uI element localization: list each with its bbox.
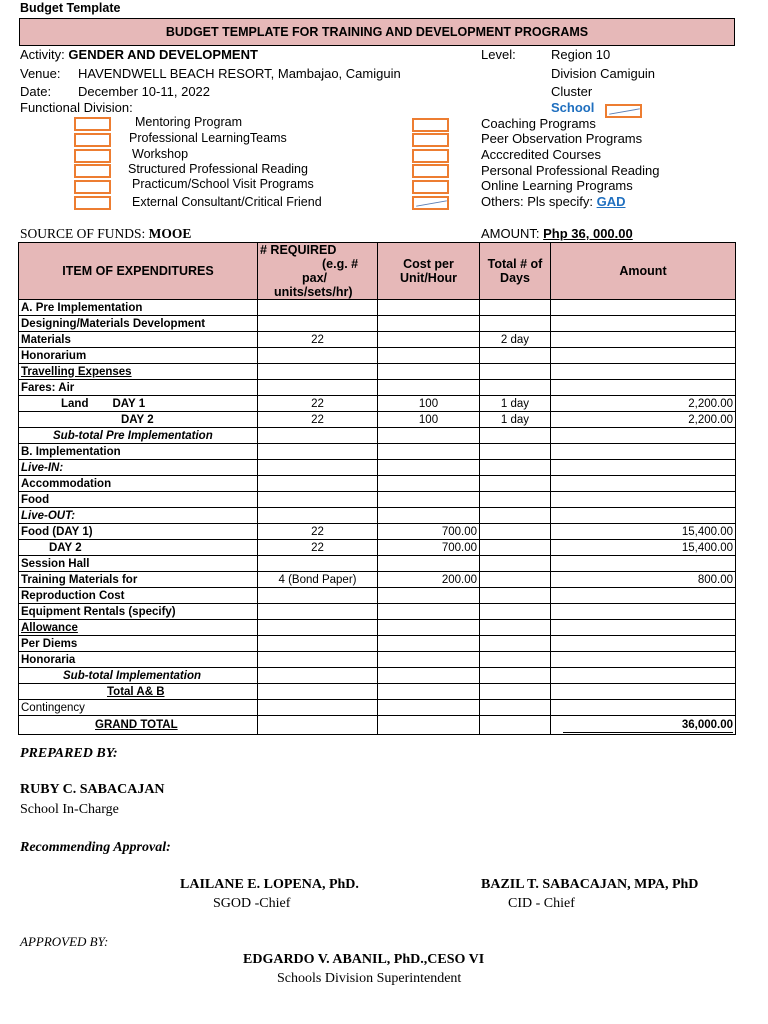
row-item: Food (19, 492, 258, 508)
row-req (258, 620, 378, 636)
table-row (19, 428, 736, 444)
checkbox-personal-reading[interactable] (412, 164, 449, 178)
row-days (480, 316, 551, 332)
row-days (480, 364, 551, 380)
header-required-line1: # REQUIRED (260, 243, 337, 257)
row-amount (551, 428, 736, 444)
checkbox-peer-observation[interactable] (412, 133, 449, 147)
row-amount (551, 556, 736, 572)
row-cost: 200.00 (378, 572, 480, 588)
row-item: Food (DAY 1) (19, 524, 258, 540)
header-required-line4: units/sets/hr) (274, 285, 353, 299)
source-value: MOOE (148, 226, 192, 241)
row-amount (551, 348, 736, 364)
checkbox-accredited[interactable] (412, 149, 449, 163)
row-item (19, 412, 258, 428)
row-amount (551, 588, 736, 604)
program-accredited: Acccredited Courses (481, 147, 601, 162)
row-req (258, 428, 378, 444)
table-row (19, 636, 736, 652)
row-days (480, 508, 551, 524)
row-amount (551, 444, 736, 460)
header-item: ITEM OF EXPENDITURES (19, 243, 258, 300)
row-days (480, 380, 551, 396)
amount-row (481, 226, 633, 241)
row-req (258, 380, 378, 396)
row-req (258, 556, 378, 572)
table-row (19, 620, 736, 636)
row-cost (378, 588, 480, 604)
table-row (19, 332, 736, 348)
school-checkbox[interactable] (605, 104, 642, 118)
row-req (258, 492, 378, 508)
row-amount (551, 460, 736, 476)
header-amount: Amount (551, 243, 736, 300)
header-cost-line1: Cost per (403, 257, 454, 271)
row-item: Designing/Materials Development (19, 316, 258, 332)
activity-label: Activity: (20, 47, 65, 62)
table-row (19, 300, 736, 316)
row-req (258, 364, 378, 380)
recommending-label: Recommending Approval: (20, 840, 171, 855)
row-cost (378, 716, 480, 735)
row-cost (378, 700, 480, 716)
row-amount (551, 300, 736, 316)
row-cost (378, 620, 480, 636)
row-cost: 100 (378, 396, 480, 412)
level-school: School (551, 100, 595, 115)
table-row (19, 588, 736, 604)
row-item: Accommodation (19, 476, 258, 492)
checkbox-practicum[interactable] (74, 180, 111, 194)
row-req (258, 716, 378, 735)
row-req: 4 (Bond Paper) (258, 572, 378, 588)
doc-label: Budget Template (20, 1, 121, 15)
activity-row (20, 47, 258, 62)
row-req: 22 (258, 396, 378, 412)
preparer-name: RUBY C. SABACAJAN (20, 782, 165, 797)
program-practicum: Practicum/School Visit Programs (132, 177, 314, 191)
rec2-name: BAZIL T. SABACAJAN, MPA, PhD (481, 877, 699, 892)
row-cost (378, 300, 480, 316)
row-req: 22 (258, 540, 378, 556)
row-item: A. Pre Implementation (19, 300, 258, 316)
program-coaching: Coaching Programs (481, 116, 596, 131)
row-cost (378, 316, 480, 332)
date-value: December 10-11, 2022 (78, 84, 211, 99)
subtotal-impl-label: Sub-total Implementation (63, 669, 201, 682)
row-item (19, 396, 258, 412)
row-item-day: DAY 2 (49, 541, 82, 554)
rec1-name: LAILANE E. LOPENA, PhD. (180, 877, 359, 892)
row-amount (551, 636, 736, 652)
row-req (258, 588, 378, 604)
row-days (480, 460, 551, 476)
header-days-line1: Total # of (487, 257, 543, 271)
table-row (19, 572, 736, 588)
preparer-title: School In-Charge (20, 802, 119, 817)
table-row (19, 668, 736, 684)
table-row (19, 316, 736, 332)
table-row (19, 492, 736, 508)
table-row (19, 604, 736, 620)
program-peer-observation: Peer Observation Programs (481, 131, 643, 146)
row-days (480, 556, 551, 572)
row-req: 22 (258, 332, 378, 348)
checkbox-mentoring[interactable] (74, 117, 111, 131)
table-row (19, 476, 736, 492)
row-item: Live-OUT: (19, 508, 258, 524)
row-item: Fares: Air (19, 380, 258, 396)
program-plt: Professional LearningTeams (129, 131, 287, 145)
row-amount (551, 316, 736, 332)
table-row (19, 380, 736, 396)
checkbox-workshop[interactable] (74, 149, 111, 163)
row-days: 2 day (480, 332, 551, 348)
row-amount: 2,200.00 (551, 412, 736, 428)
document-title: BUDGET TEMPLATE FOR TRAINING AND DEVELOPMENT PROGRAMS (19, 18, 735, 46)
row-days: 1 day (480, 412, 551, 428)
venue-value: HAVENDWELL BEACH RESORT, Mambajao, Camiguin (78, 66, 401, 81)
total-ab-label: Total A& B (107, 685, 165, 698)
level-label: Level: (481, 47, 516, 62)
row-amount (551, 700, 736, 716)
table-row (19, 700, 736, 716)
row-item: Contingency (19, 700, 258, 716)
checkbox-plt[interactable] (74, 133, 111, 147)
approver-name: EDGARDO V. ABANIL, PhD.,CESO VI (243, 952, 485, 967)
activity-value: GENDER AND DEVELOPMENT (68, 47, 258, 62)
row-item: Reproduction Cost (19, 588, 258, 604)
budget-table (18, 242, 736, 735)
row-req: 22 (258, 524, 378, 540)
row-item: Materials (19, 332, 258, 348)
row-item: Equipment Rentals (specify) (19, 604, 258, 620)
row-cost (378, 348, 480, 364)
grand-total-label: GRAND TOTAL (95, 719, 178, 731)
row-item (19, 684, 258, 700)
table-row (19, 652, 736, 668)
row-item: Allowance (19, 620, 258, 636)
table-row (19, 524, 736, 540)
row-days (480, 668, 551, 684)
row-req (258, 652, 378, 668)
row-req (258, 636, 378, 652)
row-cost (378, 444, 480, 460)
program-online-learning: Online Learning Programs (481, 178, 633, 193)
row-item: B. Implementation (19, 444, 258, 460)
row-days: 1 day (480, 396, 551, 412)
row-item (19, 668, 258, 684)
row-cost (378, 636, 480, 652)
venue-label: Venue: (20, 66, 61, 81)
rec1-title: SGOD -Chief (213, 896, 291, 911)
row-item (19, 716, 258, 735)
table-row (19, 684, 736, 700)
row-days (480, 524, 551, 540)
row-days (480, 620, 551, 636)
header-days (480, 243, 551, 300)
table-row (19, 348, 736, 364)
row-req (258, 668, 378, 684)
row-cost (378, 668, 480, 684)
row-item-day: DAY 1 (112, 397, 146, 410)
checkbox-coaching[interactable] (412, 118, 449, 132)
amount-label: AMOUNT: (481, 226, 540, 241)
row-cost (378, 364, 480, 380)
row-item-day: DAY 2 (121, 413, 154, 426)
row-cost (378, 684, 480, 700)
checkbox-consultant[interactable] (74, 196, 111, 210)
row-item: Travelling Expenses (19, 364, 258, 380)
row-days (480, 300, 551, 316)
row-cost (378, 476, 480, 492)
row-amount (551, 476, 736, 492)
funds-row (20, 226, 191, 242)
row-req: 22 (258, 412, 378, 428)
row-req (258, 348, 378, 364)
others-value-link[interactable]: GAD (596, 194, 626, 209)
rec2-title: CID - Chief (508, 896, 575, 911)
row-cost (378, 508, 480, 524)
row-amount (551, 620, 736, 636)
row-cost (378, 556, 480, 572)
table-row (19, 444, 736, 460)
table-row (19, 556, 736, 572)
row-req (258, 444, 378, 460)
row-cost (378, 332, 480, 348)
grand-total-value: 36,000.00 (563, 718, 733, 733)
program-consultant: External Consultant/Critical Friend (132, 195, 322, 209)
row-cost (378, 460, 480, 476)
functional-division-label: Functional Division: (20, 100, 133, 115)
approved-by-label: APPROVED BY: (20, 934, 109, 949)
row-days (480, 652, 551, 668)
table-header-row (19, 243, 736, 300)
table-row (19, 364, 736, 380)
row-cost: 700.00 (378, 524, 480, 540)
row-req (258, 700, 378, 716)
row-req (258, 604, 378, 620)
row-item: Session Hall (19, 556, 258, 572)
row-amount: 2,200.00 (551, 396, 736, 412)
header-cost-line2: Unit/Hour (400, 271, 457, 285)
table-row (19, 508, 736, 524)
level-division: Division Camiguin (551, 66, 656, 81)
row-amount (551, 332, 736, 348)
table-row (19, 460, 736, 476)
amount-value: Php 36, 000.00 (543, 226, 633, 241)
row-amount (551, 508, 736, 524)
row-days (480, 588, 551, 604)
checkbox-structured-reading[interactable] (74, 164, 111, 178)
row-req (258, 508, 378, 524)
row-amount (551, 604, 736, 620)
row-days (480, 684, 551, 700)
row-cost (378, 652, 480, 668)
header-cost (378, 243, 480, 300)
row-item: Live-IN: (19, 460, 258, 476)
date-label: Date: (20, 84, 52, 99)
program-personal-reading: Personal Professional Reading (481, 163, 660, 178)
row-amount (551, 668, 736, 684)
table-row (19, 396, 736, 412)
row-item: Per Diems (19, 636, 258, 652)
row-req (258, 476, 378, 492)
row-cost (378, 380, 480, 396)
row-cost: 100 (378, 412, 480, 428)
row-amount: 15,400.00 (551, 524, 736, 540)
row-amount (551, 716, 736, 735)
row-amount (551, 364, 736, 380)
table-row (19, 540, 736, 556)
row-days (480, 636, 551, 652)
header-required (258, 243, 378, 300)
row-days (480, 348, 551, 364)
row-req (258, 300, 378, 316)
program-structured-reading: Structured Professional Reading (128, 162, 308, 176)
row-days (480, 700, 551, 716)
header-required-line3: pax/ (302, 271, 328, 285)
header-required-line2: (e.g. # (322, 257, 359, 271)
row-cost (378, 604, 480, 620)
table-row (19, 412, 736, 428)
subtotal-pre-label: Sub-total Pre Implementation (53, 429, 213, 442)
program-workshop: Workshop (132, 147, 189, 161)
row-req (258, 316, 378, 332)
row-days (480, 540, 551, 556)
source-label: SOURCE OF FUNDS: (20, 226, 146, 241)
row-days (480, 492, 551, 508)
row-item: Honorarium (19, 348, 258, 364)
program-others (481, 194, 626, 209)
row-item-land: Land (61, 397, 89, 410)
row-days (480, 444, 551, 460)
row-cost (378, 492, 480, 508)
checkbox-online-learning[interactable] (412, 180, 449, 194)
row-amount: 800.00 (551, 572, 736, 588)
row-item (19, 540, 258, 556)
program-mentoring: Mentoring Program (135, 115, 242, 129)
row-amount (551, 652, 736, 668)
row-days (480, 428, 551, 444)
prepared-by-label: PREPARED BY: (20, 746, 118, 761)
row-item: Honoraria (19, 652, 258, 668)
row-amount: 15,400.00 (551, 540, 736, 556)
row-req (258, 460, 378, 476)
row-days (480, 716, 551, 735)
level-region: Region 10 (551, 47, 611, 62)
row-days (480, 476, 551, 492)
checkbox-others[interactable] (412, 196, 449, 210)
grand-total-row (19, 716, 736, 735)
header-days-line2: Days (500, 271, 530, 285)
row-item: Training Materials for (19, 572, 258, 588)
level-cluster: Cluster (551, 84, 593, 99)
row-amount (551, 492, 736, 508)
row-cost (378, 428, 480, 444)
row-days (480, 572, 551, 588)
row-item (19, 428, 258, 444)
row-days (480, 604, 551, 620)
row-amount (551, 380, 736, 396)
row-cost: 700.00 (378, 540, 480, 556)
row-req (258, 684, 378, 700)
others-label: Others: Pls specify: (481, 194, 593, 209)
row-amount (551, 684, 736, 700)
approver-title: Schools Division Superintendent (277, 971, 462, 986)
